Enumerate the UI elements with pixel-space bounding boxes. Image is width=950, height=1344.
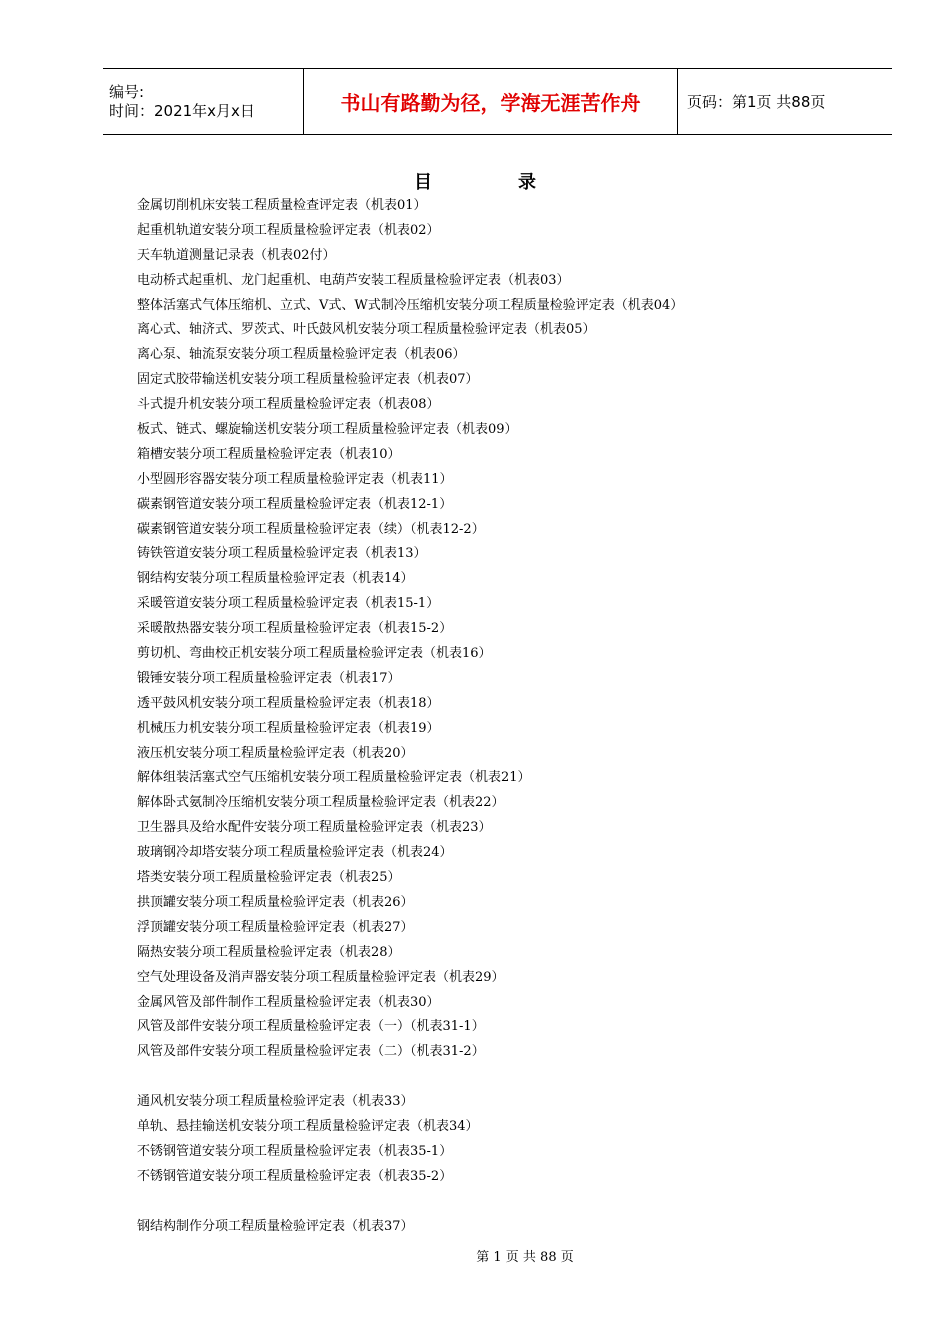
toc-entry[interactable]: 不锈钢管道安装分项工程质量检验评定表（机表35-1） — [137, 1143, 453, 1159]
header-meta — [103, 69, 304, 134]
toc-entry[interactable]: 碳素钢管道安装分项工程质量检验评定表（续）（机表12-2） — [137, 521, 485, 537]
toc-entry[interactable]: 剪切机、弯曲校正机安装分项工程质量检验评定表（机表16） — [137, 646, 492, 662]
title-part-2: 录 — [518, 172, 536, 193]
toc-entry[interactable]: 箱槽安装分项工程质量检验评定表（机表10） — [137, 446, 401, 462]
toc-entry[interactable]: 液压机安装分项工程质量检验评定表（机表20） — [137, 745, 414, 761]
toc-entry[interactable]: 电动桥式起重机、龙门起重机、电葫芦安装工程质量检验评定表（机表03） — [137, 272, 570, 288]
toc-entry[interactable]: 钢结构制作分项工程质量检验评定表（机表37） — [137, 1218, 414, 1234]
toc-entry[interactable]: 离心式、轴济式、罗茨式、叶氏鼓风机安装分项工程质量检验评定表（机表05） — [137, 322, 596, 338]
toc-entry[interactable]: 不锈钢管道安装分项工程质量检验评定表（机表35-2） — [137, 1168, 453, 1184]
toc-entry[interactable]: 锻锤安装分项工程质量检验评定表（机表17） — [137, 670, 401, 686]
toc-entry[interactable]: 天车轨道测量记录表（机表02付） — [137, 247, 336, 263]
toc-entry[interactable]: 玻璃钢冷却塔安装分项工程质量检验评定表（机表24） — [137, 845, 453, 861]
toc-entry[interactable]: 浮顶罐安装分项工程质量检验评定表（机表27） — [137, 919, 414, 935]
toc-entry[interactable]: 单轨、悬挂输送机安装分项工程质量检验评定表（机表34） — [137, 1118, 479, 1134]
header-motto — [304, 69, 678, 134]
toc-entry[interactable]: 机械压力机安装分项工程质量检验评定表（机表19） — [137, 720, 440, 736]
toc-entry[interactable] — [137, 1065, 857, 1090]
toc-entry[interactable]: 通风机安装分项工程质量检验评定表（机表33） — [137, 1094, 414, 1110]
page-footer: 第 1 页 共 88 页 — [476, 1250, 574, 1265]
toc-entry[interactable]: 斗式提升机安装分项工程质量检验评定表（机表08） — [137, 397, 440, 413]
toc-entry[interactable]: 碳素钢管道安装分项工程质量检验评定表（机表12-1） — [137, 496, 453, 512]
toc-entry[interactable]: 风管及部件安装分项工程质量检验评定表（一）（机表31-1） — [137, 1019, 485, 1035]
toc-entry[interactable]: 整体活塞式气体压缩机、立式、V式、W式制冷压缩机安装分项工程质量检验评定表（机表04） — [137, 297, 684, 313]
page-title — [0, 168, 950, 194]
toc-entry[interactable]: 隔热安装分项工程质量检验评定表（机表28） — [137, 944, 401, 960]
number-label: 编号: — [109, 82, 145, 101]
toc-entry[interactable] — [137, 1190, 857, 1215]
toc-entry[interactable]: 解体组装活塞式空气压缩机安装分项工程质量检验评定表（机表21） — [137, 770, 531, 786]
document-header — [103, 68, 892, 135]
toc-entry[interactable]: 铸铁管道安装分项工程质量检验评定表（机表13） — [137, 546, 427, 562]
toc-entry[interactable]: 小型圆形容器安装分项工程质量检验评定表（机表11） — [137, 471, 453, 487]
toc-entry[interactable]: 空气处理设备及消声器安装分项工程质量检验评定表（机表29） — [137, 969, 505, 985]
toc-entry[interactable]: 塔类安装分项工程质量检验评定表（机表25） — [137, 870, 401, 886]
toc-entry[interactable]: 起重机轨道安装分项工程质量检验评定表（机表02） — [137, 222, 440, 238]
toc-entry[interactable]: 金属风管及部件制作工程质量检验评定表（机表30） — [137, 994, 440, 1010]
toc-entry[interactable]: 金属切削机床安装工程质量检查评定表（机表01） — [137, 198, 427, 213]
toc-entry[interactable]: 解体卧式氨制冷压缩机安装分项工程质量检验评定表（机表22） — [137, 795, 505, 811]
toc-entry[interactable]: 离心泵、轴流泵安装分项工程质量检验评定表（机表06） — [137, 347, 466, 363]
toc-entry[interactable]: 固定式胶带输送机安装分项工程质量检验评定表（机表07） — [137, 372, 479, 388]
time-label: 时间：2021年x月x日 — [109, 101, 255, 120]
toc-entry[interactable]: 拱顶罐安装分项工程质量检验评定表（机表26） — [137, 894, 414, 910]
toc-entry[interactable]: 卫生器具及给水配件安装分项工程质量检验评定表（机表23） — [137, 820, 492, 836]
toc-entry[interactable]: 透平鼓风机安装分项工程质量检验评定表（机表18） — [137, 695, 440, 711]
motto-text: 书山有路勤为径，学海无涯苦作舟 — [340, 91, 641, 115]
toc-entry[interactable]: 钢结构安装分项工程质量检验评定表（机表14） — [137, 571, 414, 587]
toc-entry[interactable]: 采暖管道安装分项工程质量检验评定表（机表15-1） — [137, 596, 440, 612]
toc-entry[interactable]: 风管及部件安装分项工程质量检验评定表（二）（机表31-2） — [137, 1044, 485, 1060]
table-of-contents — [137, 194, 857, 1239]
title-part-1: 目 — [414, 172, 432, 193]
toc-entry[interactable]: 板式、链式、螺旋输送机安装分项工程质量检验评定表（机表09） — [137, 422, 518, 438]
header-page-info — [678, 69, 892, 134]
page-info-text: 页码：第1页 共88页 — [687, 93, 826, 111]
toc-entry[interactable]: 采暖散热器安装分项工程质量检验评定表（机表15-2） — [137, 621, 453, 637]
